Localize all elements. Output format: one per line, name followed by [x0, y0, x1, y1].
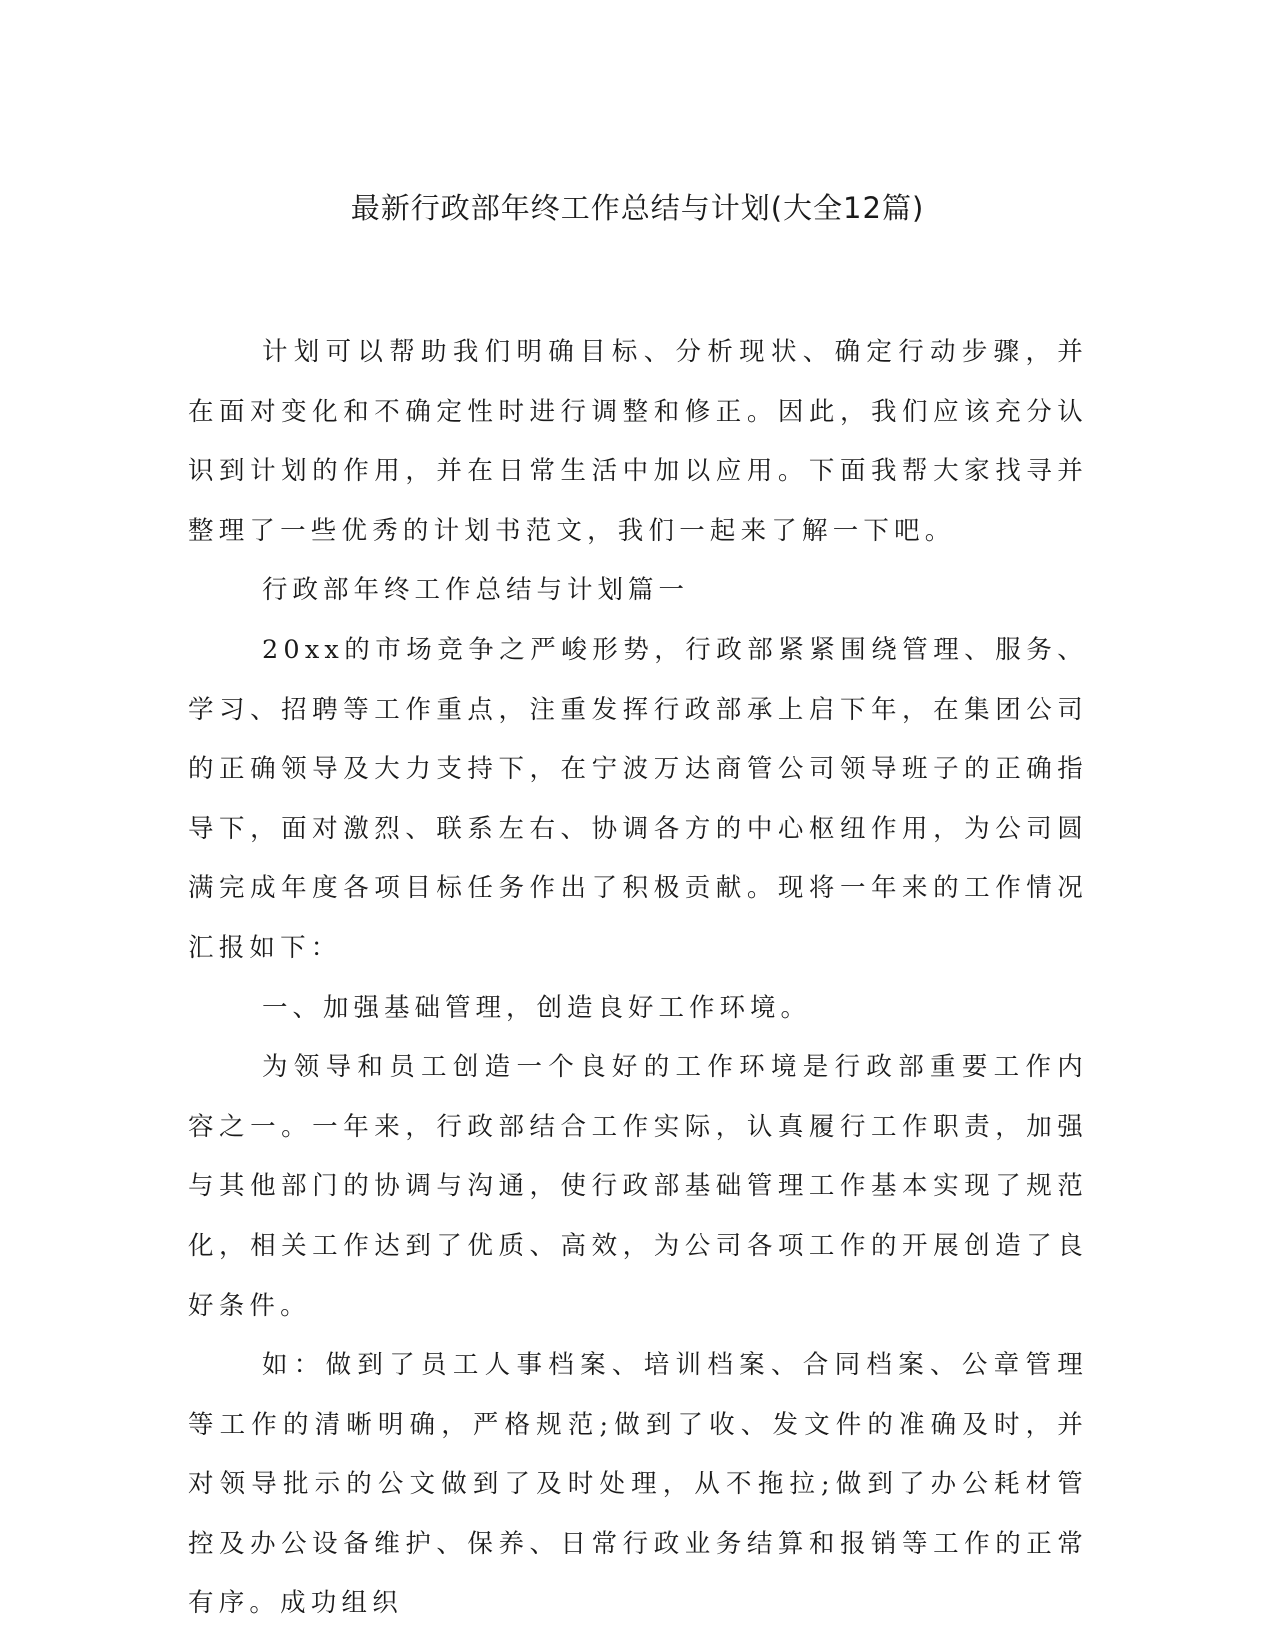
document-body: [188, 323, 1088, 1634]
subsection-heading: 一、加强基础管理，创造良好工作环境。: [262, 992, 812, 1023]
examples-paragraph: 如：做到了员工人事档案、培训档案、合同档案、公章管理等工作的清晰明确，严格规范;做到了收、发文件的准确及时，并对领导批示的公文做到了及时处理，从不拖拉;做到了办公耗材管控及办公设备维护、保养、日常行政业务结算和报销等工作的正常有序。成功组织: [188, 1350, 1088, 1619]
summary-paragraph: 20xx的市场竞争之严峻形势，行政部紧紧围绕管理、服务、学习、招聘等工作重点，注重发挥行政部承上启下年，在集团公司的正确领导及大力支持下，在宁波万达商管公司领导班子的正确指导下，面对激烈、联系左右、协调各方的中心枢纽作用，为公司圆满完成年度各项目标任务作出了积极贡献。现将一年来的工作情况汇报如下：: [188, 634, 1088, 963]
document-title: 最新行政部年终工作总结与计划(大全12篇): [350, 191, 925, 225]
work-environment-paragraph: 为领导和员工创造一个良好的工作环境是行政部重要工作内容之一。一年来，行政部结合工作实际，认真履行工作职责，加强与其他部门的协调与沟通，使行政部基础管理工作基本实现了规范化，相关工作达到了优质、高效，为公司各项工作的开展创造了良好条件。: [188, 1052, 1088, 1321]
intro-paragraph: 计划可以帮助我们明确目标、分析现状、确定行动步骤，并在面对变化和不确定性时进行调整和修正。因此，我们应该充分认识到计划的作用，并在日常生活中加以应用。下面我帮大家找寻并整理了一些优秀的计划书范文，我们一起来了解一下吧。: [188, 337, 1088, 546]
section-heading: 行政部年终工作总结与计划篇一: [262, 575, 690, 606]
